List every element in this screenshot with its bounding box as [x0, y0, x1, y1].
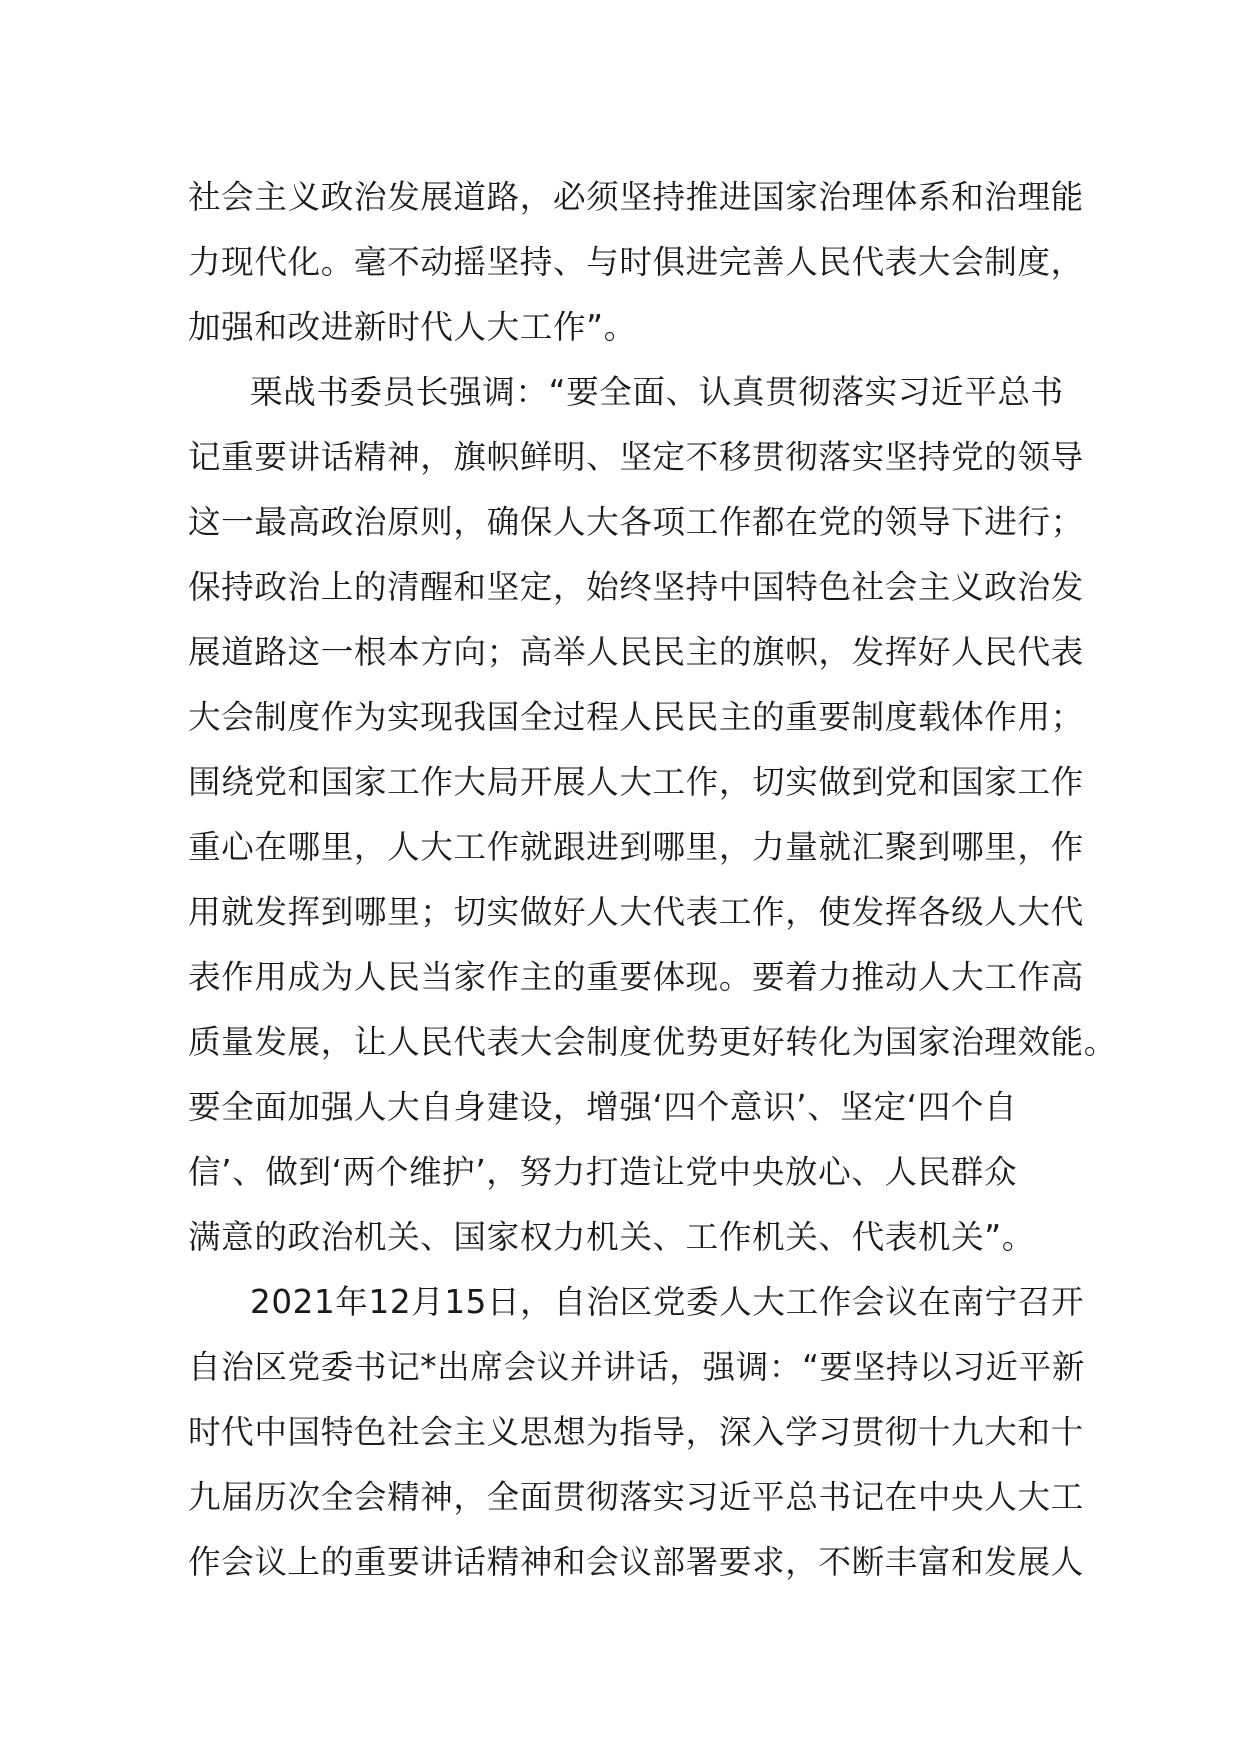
text-line: 保持政治上的清醒和坚定，始终坚持中国特色社会主义政治发	[188, 568, 1084, 606]
text-line: 力现代化。毫不动摇坚持、与时俱进完善人民代表大会制度，	[188, 243, 1084, 281]
text-line: 重心在哪里，人大工作就跟进到哪里，力量就汇聚到哪里，作	[188, 828, 1084, 866]
text-line: 九届历次全会精神，全面贯彻落实习近平总书记在中央人大工	[188, 1478, 1084, 1516]
text-line: 大会制度作为实现我国全过程人民民主的重要制度载体作用；	[188, 698, 1084, 736]
text-line: 信’、做到‘两个维护’，努力打造让党中央放心、人民群众	[188, 1153, 1018, 1191]
text-line: 加强和改进新时代人大工作”。	[188, 308, 637, 346]
text-line: 围绕党和国家工作大局开展人大工作，切实做到党和国家工作	[188, 763, 1084, 801]
text-line: 时代中国特色社会主义思想为指导，深入学习贯彻十九大和十	[188, 1413, 1084, 1451]
text-line: 社会主义政治发展道路，必须坚持推进国家治理体系和治理能	[188, 178, 1084, 216]
text-line: 作会议上的重要讲话精神和会议部署要求，不断丰富和发展人	[188, 1543, 1084, 1581]
text-line: 2021年12月15日，自治区党委人大工作会议在南宁召开	[250, 1283, 1085, 1321]
body-text	[188, 165, 1117, 1595]
text-line: 要全面加强人大自身建设，增强‘四个意识’、坚定‘四个自	[188, 1088, 1018, 1126]
text-line: 这一最高政治原则，确保人大各项工作都在党的领导下进行；	[188, 503, 1084, 541]
text-line: 满意的政治机关、国家权力机关、工作机关、代表机关”。	[188, 1218, 1035, 1256]
text-line: 自治区党委书记*出席会议并讲话，强调：“要坚持以习近平新	[188, 1348, 1086, 1386]
text-line: 用就发挥到哪里；切实做好人大代表工作，使发挥各级人大代	[188, 893, 1084, 931]
text-line: 记重要讲话精神，旗帜鲜明、坚定不移贯彻落实坚持党的领导	[188, 438, 1084, 476]
text-line: 栗战书委员长强调：“要全面、认真贯彻落实习近平总书	[250, 373, 1064, 411]
text-line: 表作用成为人民当家作主的重要体现。要着力推动人大工作高	[188, 958, 1084, 996]
text-line: 质量发展，让人民代表大会制度优势更好转化为国家治理效能。	[188, 1023, 1117, 1061]
text-line: 展道路这一根本方向；高举人民民主的旗帜，发挥好人民代表	[188, 633, 1084, 671]
